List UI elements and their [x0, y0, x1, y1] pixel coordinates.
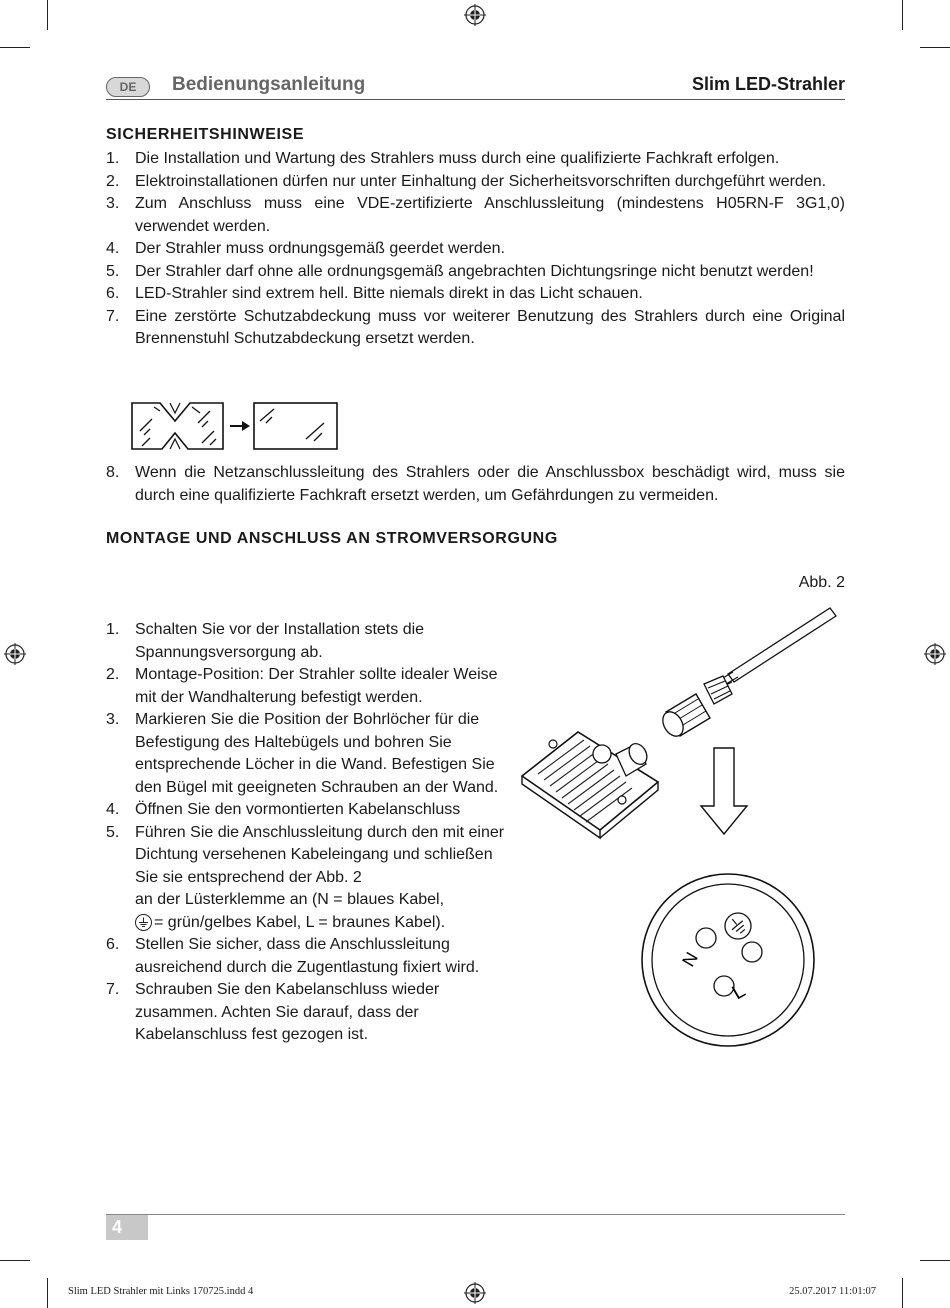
- crop-mark: [902, 0, 903, 30]
- list-item: 6. LED-Strahler sind extrem hell. Bitte niemals direkt in das Licht schauen.: [106, 285, 643, 302]
- earth-ground-icon: [135, 914, 152, 931]
- print-slug-file: Slim LED Strahler mit Links 170725.indd 4: [68, 1286, 254, 1297]
- safety-list: [106, 148, 845, 351]
- registration-mark-icon: [464, 4, 486, 26]
- neutral-terminal-label: N: [678, 948, 702, 970]
- crop-mark: [920, 47, 950, 48]
- cable-gland-icon: [659, 676, 732, 740]
- list-item: 6. Stellen Sie sicher, dass die Anschlussleitung ausreichend durch die Zugentlastung fixiert wird.: [106, 936, 480, 976]
- safety-heading: SICHERHEITSHINWEISE: [106, 126, 305, 143]
- terminal-block-illustration: [640, 872, 816, 1048]
- language-badge: DE: [106, 77, 150, 97]
- registration-mark-icon: [924, 643, 946, 665]
- live-terminal-label: L: [728, 979, 750, 1005]
- terminal-block-icon: [642, 874, 814, 1046]
- header-title: Bedienungsanleitung: [172, 74, 366, 95]
- crop-mark: [47, 0, 48, 30]
- print-slug-date: 25.07.2017 11:01:07: [789, 1286, 876, 1297]
- figure-label: Abb. 2: [798, 574, 845, 591]
- list-item: 1. Schalten Sie vor der Installation stets die Spannungsversorgung ab.: [106, 621, 425, 661]
- list-item: 5. Führen Sie die Anschlussleitung durch den mit einer Dichtung versehenen Kabeleingang und schließen Sie sie entsprechend der Abb. 2 an der Lüsterklemme an (N = blaues Kabel, = grün/gelbes Kabel, L = braunes Kabel).: [106, 823, 505, 931]
- list-item: 4. Öffnen Sie den vormontierten Kabelanschluss: [106, 801, 461, 818]
- list-item: 5. Der Strahler darf ohne alle ordnungsgemäß angebrachten Dichtungsringe nicht benutzt werden!: [106, 262, 814, 280]
- footer-divider: [106, 1214, 845, 1215]
- product-title: Slim LED-Strahler: [691, 74, 845, 94]
- crop-mark: [920, 1260, 950, 1261]
- page-number: 4: [106, 1215, 148, 1240]
- mounting-heading: MONTAGE UND ANSCHLUSS AN STROMVERSORGUNG: [106, 530, 558, 547]
- list-item: 3. Markieren Sie die Position der Bohrlöcher für die Befestigung des Haltebügels und bohren Sie entsprechende Löcher in die Wand. Befestigen Sie den Bügel mit geeigneten Schrauben an der Wand.: [106, 711, 499, 796]
- list-item: 4. Der Strahler muss ordnungsgemäß geerdet werden.: [106, 240, 505, 257]
- crop-mark: [902, 1278, 903, 1308]
- cable-icon: [720, 608, 836, 688]
- new-cover-icon: [254, 403, 337, 449]
- list-item: 7. Eine zerstörte Schutzabdeckung muss vor weiterer Benutzung des Strahlers durch eine Original Brennenstuhl Schutzabdeckung ersetzt werden.: [106, 307, 845, 347]
- arrow-down-icon: [701, 748, 747, 834]
- list-item: 2. Elektroinstallationen dürfen nur unter Einhaltung der Sicherheitsvorschriften durchgeführt werden.: [106, 172, 827, 190]
- spotlight-wiring-illustration: [518, 604, 848, 854]
- header-divider: [106, 99, 845, 100]
- safety-list-continued: [106, 462, 845, 507]
- crop-mark: [0, 47, 30, 48]
- mounting-list: [106, 619, 506, 1047]
- broken-cover-icon: [132, 403, 223, 449]
- crop-mark: [0, 1260, 30, 1261]
- arrow-right-icon: [230, 421, 250, 431]
- registration-mark-icon: [4, 643, 26, 665]
- list-item: 3. Zum Anschluss muss eine VDE-zertifizierte Anschlussleitung (mindestens H05RN-F 3G1,0) verwendet werden.: [106, 195, 845, 235]
- list-item: 8. Wenn die Netzanschlussleitung des Strahlers oder die Anschlussbox beschädigt wird, muss sie durch eine qualifizierte Fachkraft ersetzt werden, um Gefährdungen zu vermeiden.: [106, 464, 845, 504]
- list-item: 1. Die Installation und Wartung des Strahlers muss durch eine qualifizierte Fachkraft erfolgen.: [106, 150, 780, 167]
- spotlight-housing-icon: [522, 732, 658, 838]
- crop-mark: [47, 1278, 48, 1308]
- registration-mark-icon: [464, 1282, 486, 1304]
- list-item: 2. Montage-Position: Der Strahler sollte idealer Weise mit der Wandhalterung befestigt werden.: [106, 666, 498, 706]
- cover-replacement-illustration: [130, 401, 340, 451]
- list-item: 7. Schrauben Sie den Kabelanschluss wieder zusammen. Achten Sie darauf, dass der Kabelanschluss fest gezogen ist.: [106, 981, 440, 1043]
